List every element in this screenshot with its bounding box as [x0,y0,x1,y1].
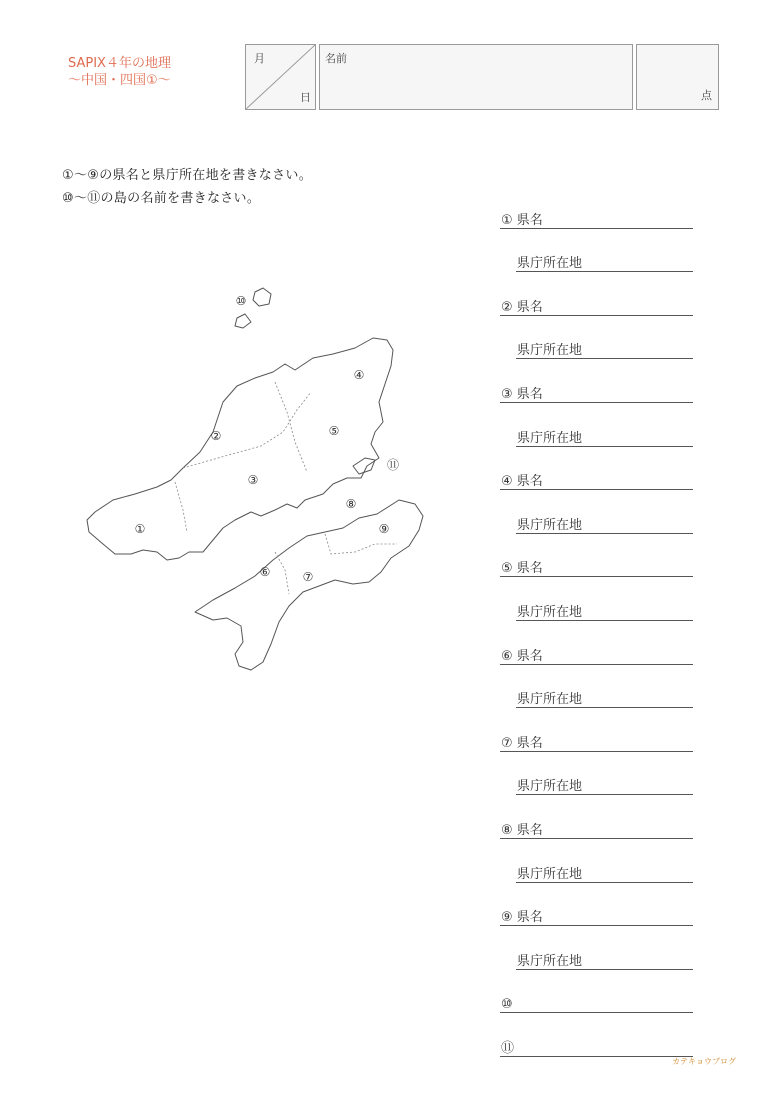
worksheet-title: SAPIX４年の地理 [68,56,171,71]
chugoku-shikoku-map [75,282,445,682]
answer-label: 県庁所在地 [517,256,583,272]
instruction-prefectures: ①〜⑨の県名と県庁所在地を書きなさい。 [62,168,313,183]
answer-row-capital[interactable] [500,316,693,360]
island-oki [235,314,251,328]
label-9: ⑨ [378,522,390,536]
answer-label: 県庁所在地 [517,866,583,882]
border-shikoku [275,552,289,594]
name-label: 名前 [325,52,347,65]
score-label: 点 [701,89,712,102]
label-8: ⑧ [345,497,357,511]
answer-row-capital[interactable] [500,839,693,883]
answer-row-prefecture[interactable] [500,621,693,665]
answer-row-capital[interactable] [500,403,693,447]
score-box[interactable] [636,44,719,110]
answer-row-prefecture[interactable] [500,534,693,578]
answer-label: 県庁所在地 [517,953,583,969]
answer-label: ④ 県名 [501,474,543,490]
answer-label: ⑨ 県名 [501,910,543,926]
island-dogo [253,288,271,306]
answer-label: ② 県名 [501,299,543,315]
day-label: 日 [300,91,311,104]
chugoku-outline [87,338,393,560]
answer-row-prefecture[interactable] [500,359,693,403]
brand-footer: カテキョウブログ [672,1057,736,1066]
label-2: ② [210,429,222,443]
instruction-islands: ⑩〜⑪の島の名前を書きなさい。 [62,191,261,206]
answer-label: ③ 県名 [501,386,543,402]
border-chugoku-2 [275,382,307,472]
border-shikoku-2 [325,534,397,554]
answer-row-capital[interactable] [500,490,693,534]
answer-label: ⑦ 県名 [501,735,543,751]
answer-line[interactable] [500,1056,693,1057]
border-chugoku-ns [175,482,187,532]
border-chugoku-ew [183,392,311,468]
answer-label: 県庁所在地 [517,517,583,533]
answer-label: 県庁所在地 [517,692,583,708]
answer-row-prefecture[interactable] [500,795,693,839]
worksheet-subtitle: 〜中国・四国①〜 [68,73,171,88]
answer-label: ⑧ 県名 [501,822,543,838]
name-box[interactable] [319,44,633,110]
answer-row-prefecture[interactable] [500,883,693,927]
label-5: ⑤ [328,424,340,438]
answer-label: ⑤ 県名 [501,561,543,577]
answer-label: ⑪ [501,1040,515,1056]
answer-row-capital[interactable] [500,229,693,273]
answer-row-prefecture[interactable] [500,185,693,229]
answer-label: ⑩ [501,997,513,1013]
label-4: ④ [353,368,365,382]
answer-row-prefecture[interactable] [500,1013,693,1057]
answer-list [500,185,693,1057]
label-7: ⑦ [302,570,314,584]
answer-row-capital[interactable] [500,577,693,621]
answer-label: ① 県名 [501,212,543,228]
answer-label: 県庁所在地 [517,343,583,359]
answer-label: 県庁所在地 [517,604,583,620]
label-3: ③ [247,473,259,487]
label-10: ⑩ [235,294,247,308]
answer-row-capital[interactable] [500,665,693,709]
label-1: ① [134,522,146,536]
answer-row-prefecture[interactable] [500,708,693,752]
answer-row-prefecture[interactable] [500,272,693,316]
date-box[interactable] [245,44,316,110]
month-label: 月 [254,52,265,65]
label-6: ⑥ [259,565,271,579]
answer-label: 県庁所在地 [517,779,583,795]
answer-row-capital[interactable] [500,752,693,796]
answer-row-prefecture[interactable] [500,970,693,1014]
answer-row-prefecture[interactable] [500,447,693,491]
answer-label: 県庁所在地 [517,430,583,446]
label-11: ⑪ [386,458,400,472]
answer-label: ⑥ 県名 [501,648,543,664]
answer-row-capital[interactable] [500,926,693,970]
